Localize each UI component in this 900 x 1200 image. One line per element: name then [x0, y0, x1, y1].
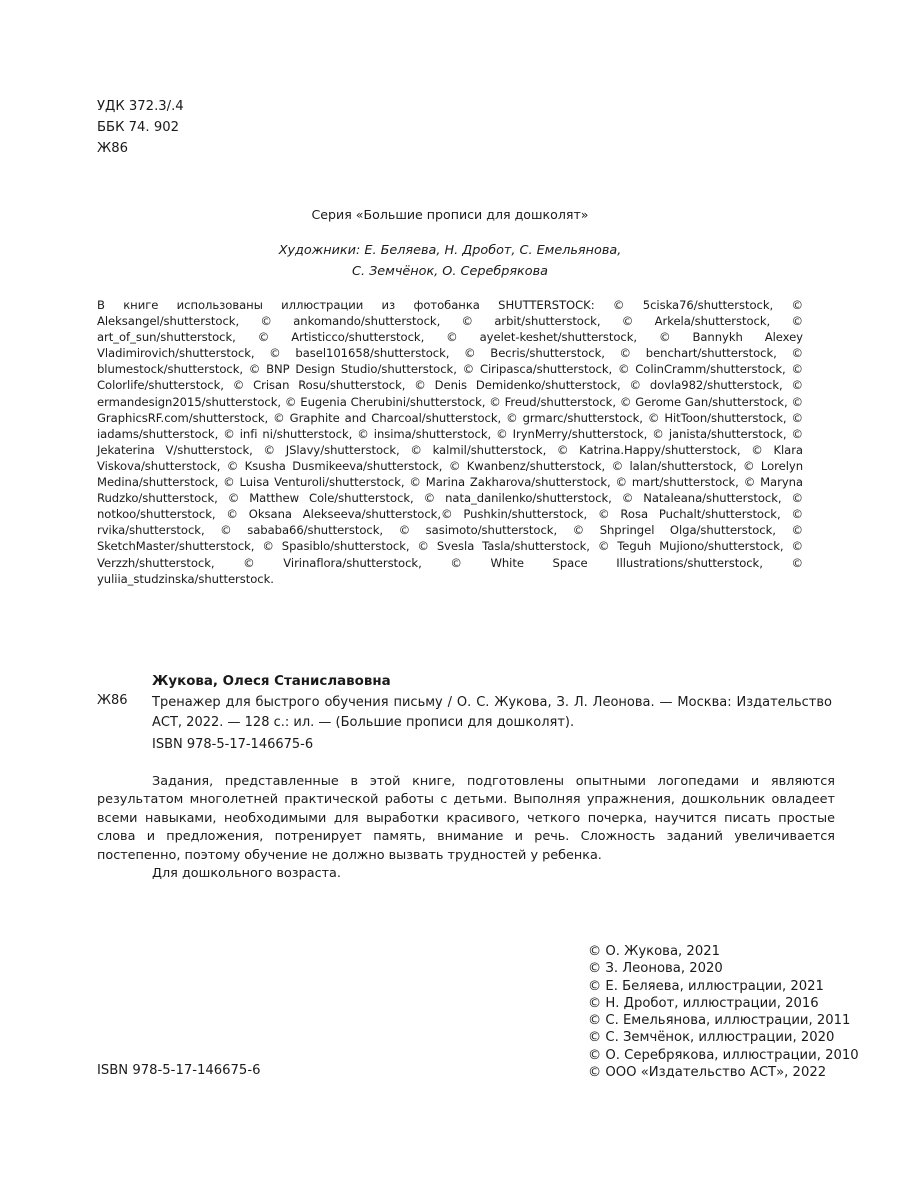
catalog-isbn: ISBN 978-5-17-146675-6 — [152, 737, 314, 752]
catalog-description: Тренажер для быстрого обучения письму / О. С. Жукова, З. Л. Леонова. — Москва: Издательство АСТ, 2022. — 128 с.: ил. — (Большие прописи для дошколят). — [152, 695, 832, 730]
classification-block — [97, 96, 184, 159]
catalog-author: Жукова, Олеся Станиславовна — [152, 674, 391, 689]
copyright-line: © Н. Дробот, иллюстрации, 2016 — [588, 995, 819, 1011]
artists-block — [0, 240, 900, 282]
abstract — [97, 773, 835, 883]
abstract-paragraph-2: Для дошкольного возраста. — [152, 866, 341, 882]
catalog-code: Ж86 — [97, 693, 128, 708]
copyright-line: © З. Леонова, 2020 — [588, 961, 723, 977]
abstract-paragraph-1: Задания, представленные в этой книге, подготовлены опытными логопедами и являются результатом многолетней практической работы с детьми. Выполняя упражнения, дошкольник овладеет всеми навыками, необходимыми для выработки красивого, четкого почерка, научится писать простые слова и предложения, потренирует память, внимание и речь. Сложность заданий увеличивается постепенно, поэтому обучение не должно вызвать трудностей у ребенка. — [97, 774, 835, 863]
copyright-line: © О. Жукова, 2021 — [588, 944, 720, 959]
isbn-bottom: ISBN 978-5-17-146675-6 — [97, 1063, 261, 1078]
photo-credits: В книге использованы иллюстрации из фотобанка SHUTTERSTOCK: © 5ciska76/shutterstock, © Aleksangel/shutterstock, © ankomando/shutterstock, © arbit/shutterstock, © Arkela/shutterstock, © art_of_sun/shutterstock, © Artisticco/shutterstock, © ayelet-keshet/shutterstock, © Bannykh Alexey Vladimirovich/shutterstock, © basel101658/shutterstock, © Becris/shutterstock, © benchart/shutterstock, © blumestock/shutterstock, © BNP Design Studio/shutterstock, © Ciripasca/shutterstock, © ColinCramm/shutterstock, © Colorlife/shutterstock, © Crisan Rosu/shutterstock, © Denis Demidenko/shutterstock, © dovla982/shutterstock, © ermandesign2015/shutterstock, © Eugenia Cherubini/shutterstock, © Freud/shutterstock, © Gerome Gan/shutterstock, © GraphicsRF.com/shutterstock, © Graphite and Charcoal/shutterstock, © grmarc/shutterstock, © HitToon/shutterstock, © iadams/shutterstock, © infi ni/shutterstock, © insima/shutterstock, © IrynMerry/shutterstock, © janista/shutterstock, © Jekaterina V/shutterstock, © JSlavy/shutterstock, © kalmil/shutterstock, © Katrina.Happy/shutterstock, © Klara Viskova/shutterstock, © Ksusha Dusmikeeva/shutterstock, © Kwanbenz/shutterstock, © lalan/shutterstock, © Lorelyn Medina/shutterstock, © Luisa Venturoli/shutterstock, © Marina Zakharova/shutterstock, © mart/shutterstock, © Maryna Rudzko/shutterstock, © Matthew Cole/shutterstock, © nata_danilenko/shutterstock, © Nataleana/shutterstock, © notkoo/shutterstock, © Oksana Alekseeva/shutterstock,© Pushkin/shutterstock, © Rosa Puchalt/shutterstock, © rvika/shutterstock, © sababa66/shutterstock, © sasimoto/shutterstock, © Shpringel Olga/shutterstock, © SketchMaster/shutterstock, © Spasiblo/shutterstock, © Svesla Tasla/shutterstock, © Teguh Mujiono/shutterstock, © Verzzh/shutterstock, © Virinaflora/shutterstock, © White Space Illustrations/shutterstock, © yuliia_studzinska/shutterstock. — [97, 298, 803, 586]
copyright-line: © Е. Беляева, иллюстрации, 2021 — [588, 978, 824, 994]
artists-line-1: Художники: Е. Беляева, Н. Дробот, С. Емельянова, — [278, 243, 622, 258]
copyright-line: © О. Серебрякова, иллюстрации, 2010 — [588, 1047, 859, 1063]
copyright-line: © С. Емельянова, иллюстрации, 2011 — [588, 1013, 851, 1029]
author-mark: Ж86 — [97, 141, 128, 156]
copyright-list — [588, 943, 859, 1081]
artists-line-2: С. Земчёнок, О. Серебрякова — [352, 264, 548, 279]
series-line: Серия «Большие прописи для дошколят» — [311, 207, 589, 222]
copyright-line: © С. Земчёнок, иллюстрации, 2020 — [588, 1030, 835, 1046]
bbk-code: ББК 74. 902 — [97, 120, 179, 135]
copyright-line: © ООО «Издательство АСТ», 2022 — [588, 1065, 827, 1081]
udk-code: УДК 372.3/.4 — [97, 99, 184, 114]
